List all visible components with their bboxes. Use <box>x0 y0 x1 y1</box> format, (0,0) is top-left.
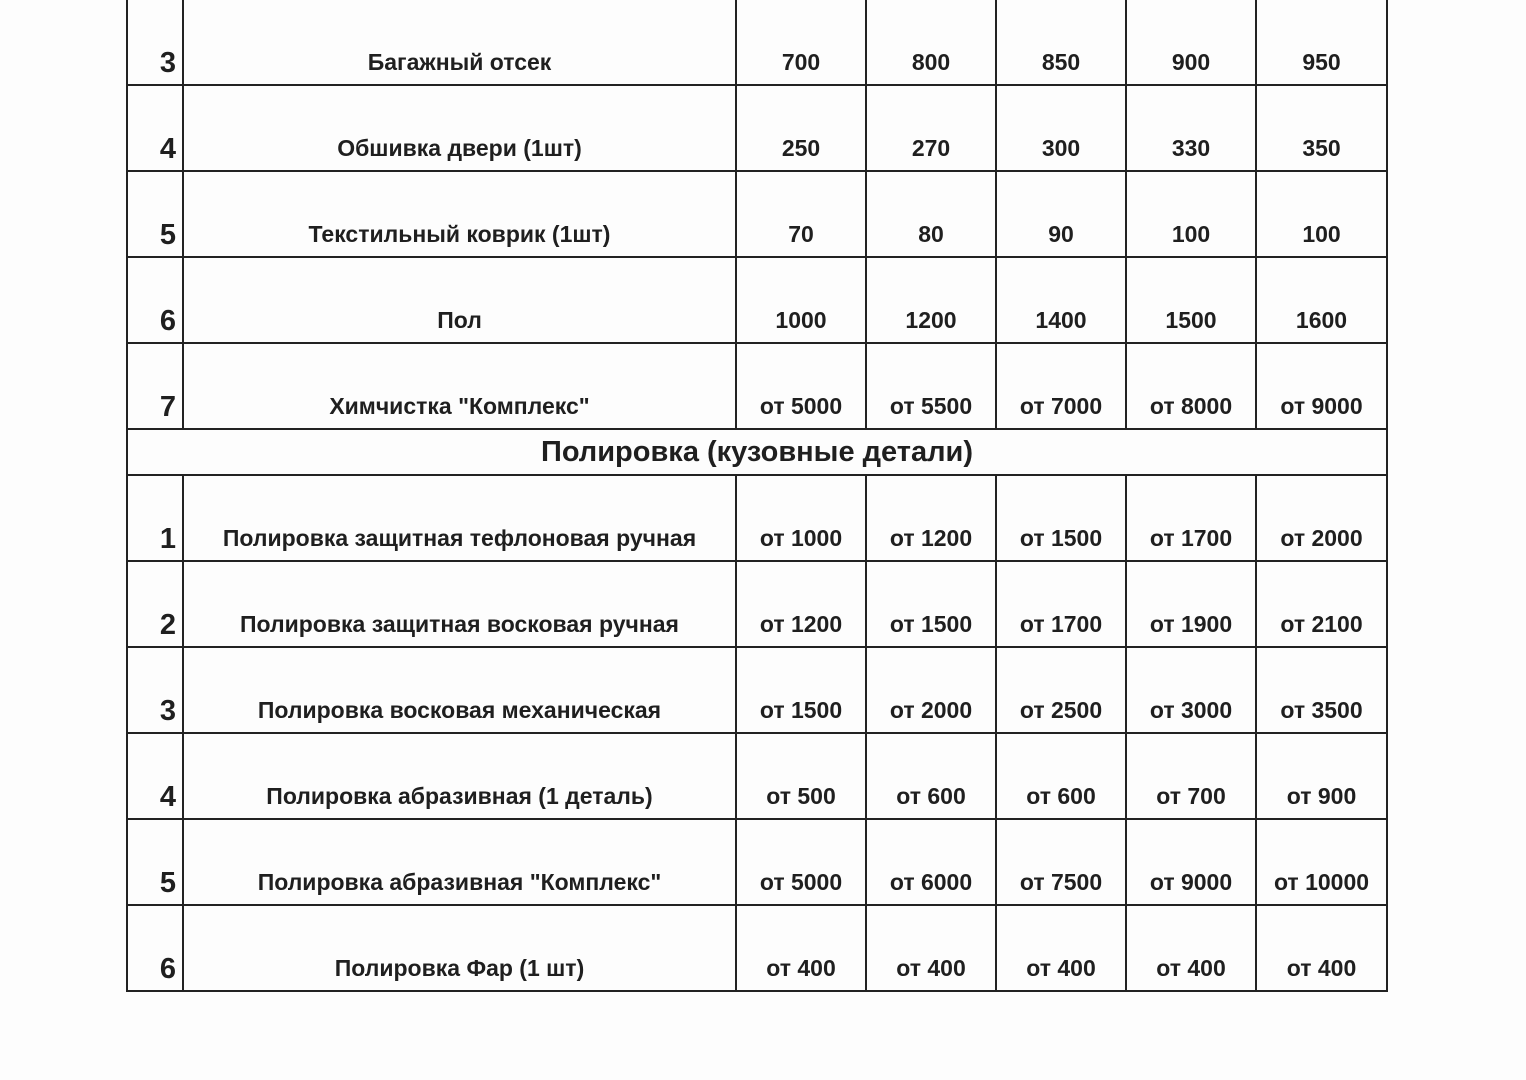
table-row <box>127 561 1387 647</box>
service-name: Полировка защитная восковая ручная <box>183 561 736 647</box>
price-cell: от 2100 <box>1256 561 1387 647</box>
service-name: Химчистка "Комплекс" <box>183 343 736 429</box>
price-cell: от 1200 <box>866 475 996 561</box>
service-name: Полировка абразивная "Комплекс" <box>183 819 736 905</box>
row-number: 5 <box>127 171 183 257</box>
row-number: 6 <box>127 257 183 343</box>
table-row <box>127 819 1387 905</box>
price-cell: от 2000 <box>866 647 996 733</box>
price-cell: от 9000 <box>1256 343 1387 429</box>
price-cell: 270 <box>866 85 996 171</box>
price-cell: от 600 <box>866 733 996 819</box>
price-cell: от 2000 <box>1256 475 1387 561</box>
price-cell: 1000 <box>736 257 866 343</box>
price-cell: 80 <box>866 171 996 257</box>
price-cell: от 1500 <box>996 475 1126 561</box>
service-name: Полировка восковая механическая <box>183 647 736 733</box>
price-cell: от 600 <box>996 733 1126 819</box>
table-row <box>127 85 1387 171</box>
price-cell: 250 <box>736 85 866 171</box>
table-row <box>127 733 1387 819</box>
table-row <box>127 257 1387 343</box>
table-row <box>127 171 1387 257</box>
price-cell: 90 <box>996 171 1126 257</box>
price-table <box>126 0 1388 992</box>
table-row <box>127 343 1387 429</box>
price-cell: 1200 <box>866 257 996 343</box>
table-row <box>127 0 1387 85</box>
price-cell: от 10000 <box>1256 819 1387 905</box>
price-cell: 100 <box>1256 171 1387 257</box>
row-number: 2 <box>127 561 183 647</box>
price-cell: от 1500 <box>736 647 866 733</box>
price-cell: от 900 <box>1256 733 1387 819</box>
price-cell: 330 <box>1126 85 1256 171</box>
price-cell: от 500 <box>736 733 866 819</box>
price-cell: от 5000 <box>736 343 866 429</box>
service-name: Обшивка двери (1шт) <box>183 85 736 171</box>
price-cell: 850 <box>996 0 1126 85</box>
service-name: Полировка абразивная (1 деталь) <box>183 733 736 819</box>
price-cell: от 400 <box>866 905 996 991</box>
row-number: 3 <box>127 647 183 733</box>
price-cell: 300 <box>996 85 1126 171</box>
price-cell: от 2500 <box>996 647 1126 733</box>
price-cell: 900 <box>1126 0 1256 85</box>
service-name: Багажный отсек <box>183 0 736 85</box>
price-cell: от 400 <box>1126 905 1256 991</box>
price-cell: от 1700 <box>996 561 1126 647</box>
section-title: Полировка (кузовные детали) <box>127 429 1387 475</box>
price-cell: от 3000 <box>1126 647 1256 733</box>
service-name: Полировка защитная тефлоновая ручная <box>183 475 736 561</box>
price-cell: от 1000 <box>736 475 866 561</box>
price-cell: 700 <box>736 0 866 85</box>
service-name: Пол <box>183 257 736 343</box>
table-row <box>127 905 1387 991</box>
price-cell: от 1700 <box>1126 475 1256 561</box>
price-cell: 1500 <box>1126 257 1256 343</box>
price-cell: от 6000 <box>866 819 996 905</box>
service-name: Текстильный коврик (1шт) <box>183 171 736 257</box>
section-header-row <box>127 429 1387 475</box>
service-name: Полировка Фар (1 шт) <box>183 905 736 991</box>
row-number: 4 <box>127 733 183 819</box>
price-cell: от 5000 <box>736 819 866 905</box>
price-cell: от 3500 <box>1256 647 1387 733</box>
price-cell: от 400 <box>1256 905 1387 991</box>
price-cell: 350 <box>1256 85 1387 171</box>
price-cell: от 1200 <box>736 561 866 647</box>
price-cell: 1600 <box>1256 257 1387 343</box>
price-cell: от 5500 <box>866 343 996 429</box>
row-number: 7 <box>127 343 183 429</box>
price-cell: от 7500 <box>996 819 1126 905</box>
row-number: 3 <box>127 0 183 85</box>
row-number: 5 <box>127 819 183 905</box>
price-cell: 70 <box>736 171 866 257</box>
price-cell: 950 <box>1256 0 1387 85</box>
price-cell: от 400 <box>736 905 866 991</box>
price-cell: 800 <box>866 0 996 85</box>
row-number: 6 <box>127 905 183 991</box>
price-cell: от 1900 <box>1126 561 1256 647</box>
price-cell: от 7000 <box>996 343 1126 429</box>
price-cell: от 8000 <box>1126 343 1256 429</box>
row-number: 4 <box>127 85 183 171</box>
table-row <box>127 475 1387 561</box>
price-cell: 100 <box>1126 171 1256 257</box>
table-row <box>127 647 1387 733</box>
price-cell: от 400 <box>996 905 1126 991</box>
price-cell: от 9000 <box>1126 819 1256 905</box>
price-cell: 1400 <box>996 257 1126 343</box>
price-cell: от 1500 <box>866 561 996 647</box>
row-number: 1 <box>127 475 183 561</box>
price-cell: от 700 <box>1126 733 1256 819</box>
